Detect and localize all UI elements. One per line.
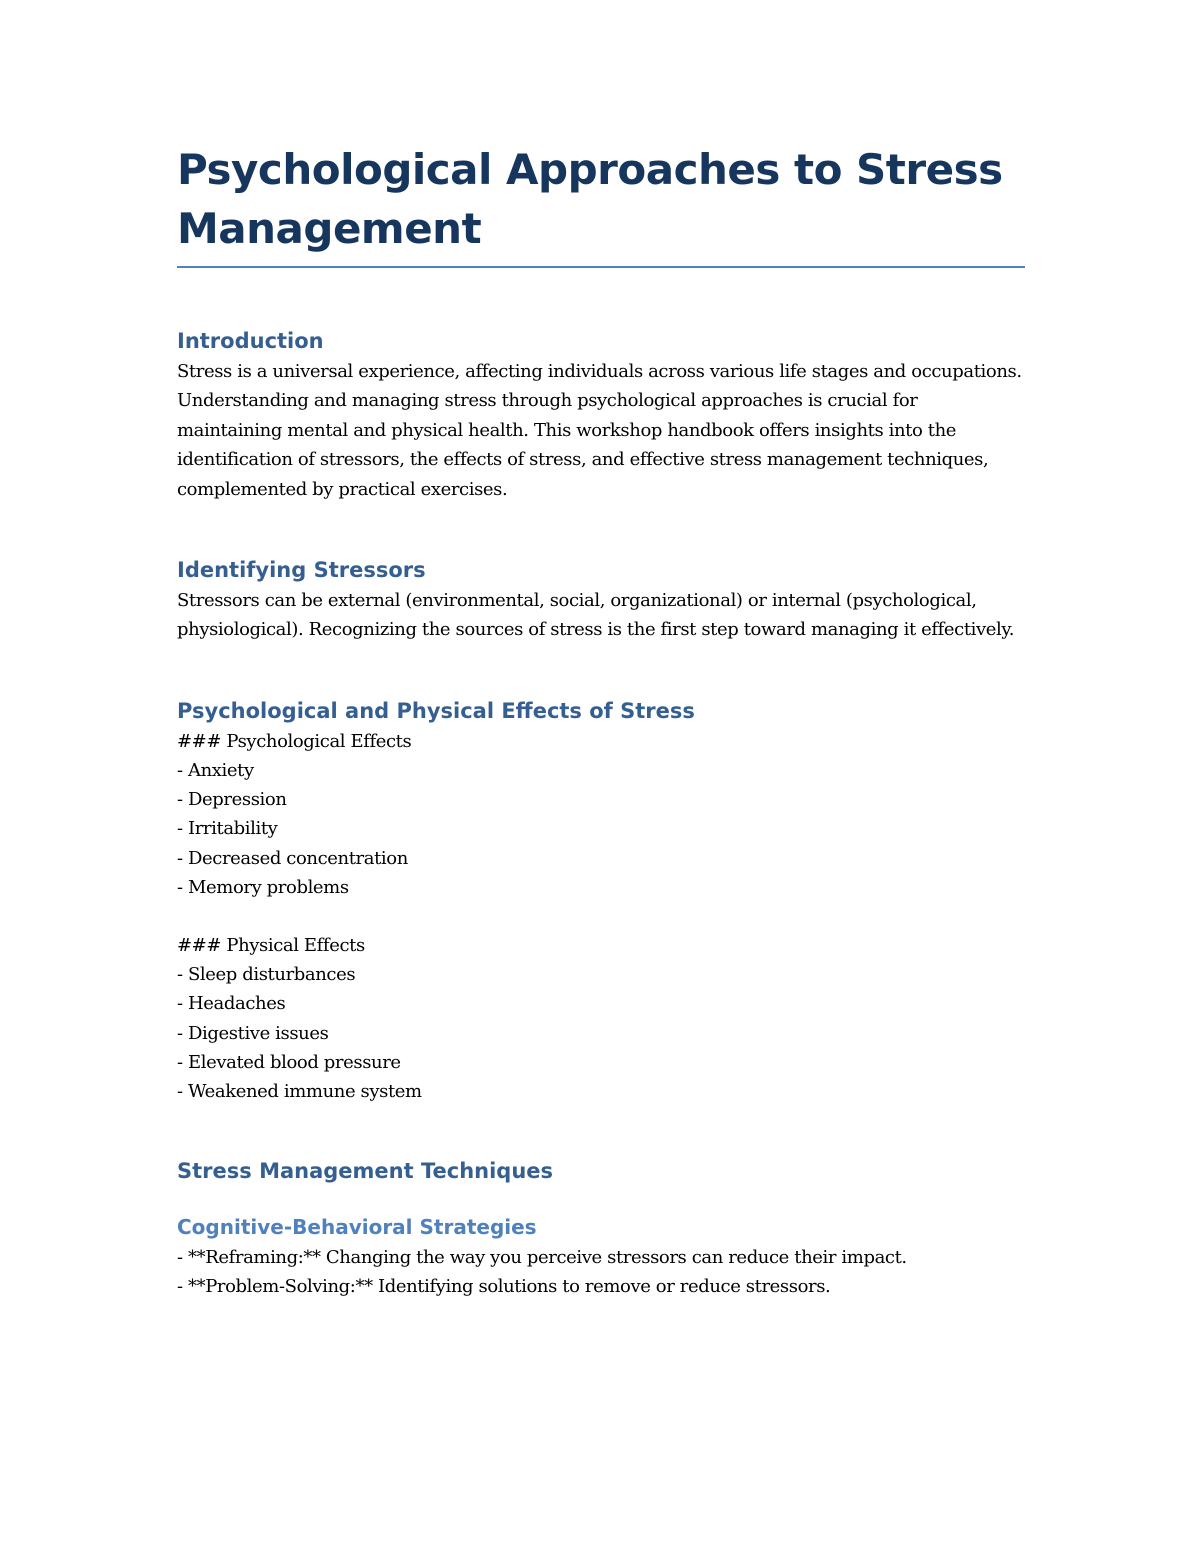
list-item: - Digestive issues (177, 1022, 329, 1044)
document-content (177, 140, 1025, 1302)
introduction-paragraph: Stress is a universal experience, affecting individuals across various life stages and occupations. Understanding and managing stress through psychological approaches is crucial for maintaining mental and physical health. This workshop handbook offers insights into the identification of stressors, the effects of stress, and effective stress management techniques, complemented by practical exercises. (177, 361, 1022, 500)
list-item: - Memory problems (177, 876, 349, 898)
list-item: - Sleep disturbances (177, 964, 356, 986)
effects-body (177, 727, 1025, 1106)
psychological-effects-heading: ### Psychological Effects (177, 730, 412, 752)
section-heading-stress-management-techniques: Stress Management Techniques (177, 1159, 554, 1184)
list-item: - Decreased concentration (177, 847, 408, 869)
document-title: Psychological Approaches to Stress Management (177, 140, 1025, 268)
list-item: - Irritability (177, 818, 278, 840)
list-item: - Elevated blood pressure (177, 1051, 401, 1073)
identifying-stressors-paragraph: Stressors can be external (environmental, social, organizational) or internal (psychological, physiological). Recognizing the sources of stress is the first step toward managing it effectively. (177, 590, 1015, 641)
subsection-heading-cognitive-behavioral: Cognitive-Behavioral Strategies (177, 1215, 537, 1240)
list-item: - Weakened immune system (177, 1081, 422, 1103)
section-heading-introduction: Introduction (177, 329, 324, 353)
physical-effects-heading: ### Physical Effects (177, 935, 365, 957)
list-item: - **Problem-Solving:** Identifying solutions to remove or reduce stressors. (177, 1276, 831, 1298)
section-heading-effects: Psychological and Physical Effects of Stress (177, 698, 695, 723)
list-item: - Anxiety (177, 760, 254, 782)
list-item: - Headaches (177, 993, 286, 1015)
spacer (177, 902, 1025, 931)
list-item: - **Reframing:** Changing the way you perceive stressors can reduce their impact. (177, 1247, 907, 1269)
section-heading-identifying-stressors: Identifying Stressors (177, 558, 426, 583)
list-item: - Depression (177, 789, 287, 811)
